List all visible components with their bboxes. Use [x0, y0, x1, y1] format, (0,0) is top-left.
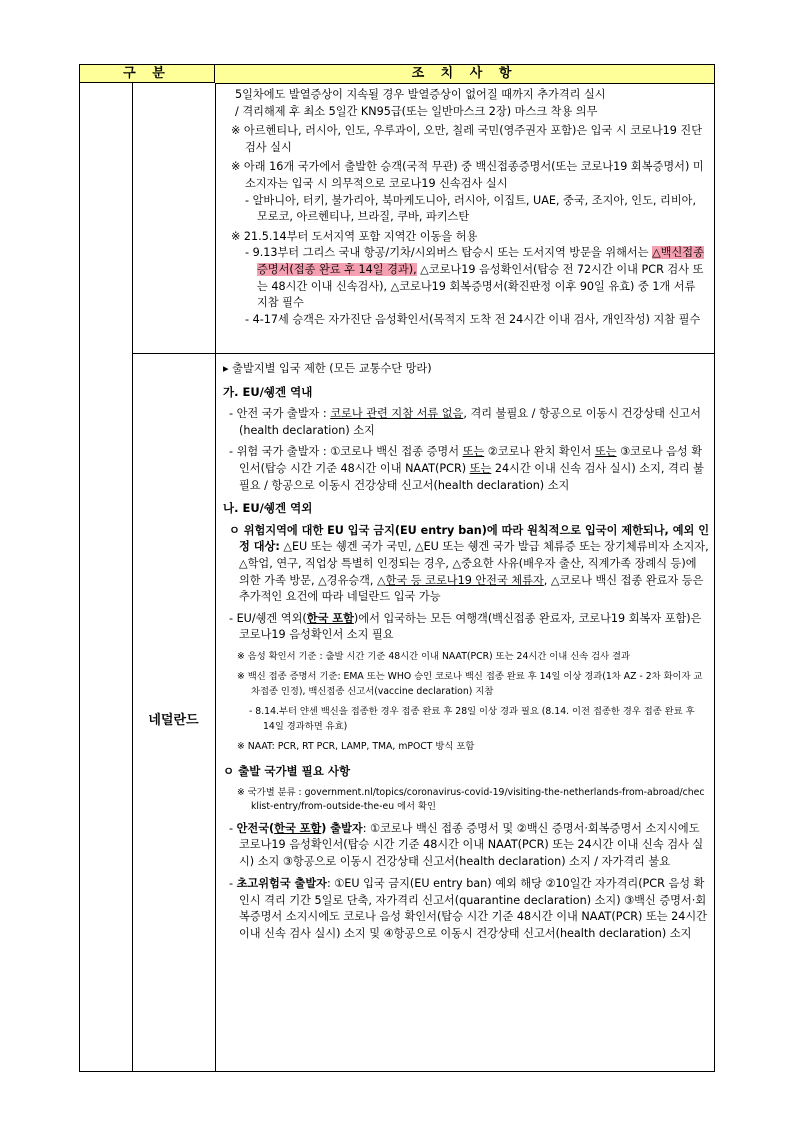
- safe-dep-b2: ) 출발자: [321, 821, 363, 835]
- netherlands-block: [223, 361, 709, 943]
- note-country-classification: ※ 국가별 분류 : government.nl/topics/coronavirus-covid-19/visiting-the-netherlands-from-abroad/checklist-entry/from-outside-the-eu 에서 확인: [237, 786, 705, 812]
- col-divider-inner: [215, 83, 216, 1071]
- note-testing: ※ 아르헨티나, 러시아, 인도, 우루과이, 오만, 칠레 국민(영주권자 포함)은 입국 시 코로나19 진단검사 실시: [231, 124, 703, 154]
- note-vaccine-criteria: ※ 백신 접종 증명서 기준: EMA 또는 WHO 승인 코로나 백신 접종 완료 후 14일 이상 경과(1차 AZ - 2차 화이자 교차접종 인정), 백신접종 신고서(vaccine declaration) 지참: [237, 671, 703, 697]
- country-list: - 알바니아, 터키, 불가리아, 북마케도니아, 러시아, 이집트, UAE, 중국, 조지아, 인도, 리비아, 모로코, 아르헨티나, 브라질, 쿠바, 파키스탄: [245, 193, 697, 224]
- top-block: [223, 87, 709, 328]
- entry-intro: ▸ 출발지별 입국 제한 (모든 교통수단 망라): [223, 362, 432, 375]
- safe-dep-korea: 한국 포함: [274, 821, 322, 835]
- measures-table: [79, 64, 715, 1072]
- top-line-2: / 격리해제 후 최소 5일간 KN95급(또는 일반마스크 2장) 마스크 착용 의무: [235, 104, 598, 118]
- note-16-countries: ※ 아래 16개 국가에서 출발한 승객(국적 무관) 중 백신접종증명서(또는 코로나19 회복증명서) 미소지자는 입국 시 의무적으로 코로나19 신속검사 실시: [231, 160, 704, 190]
- col-divider-outer: [132, 83, 133, 1071]
- row-divider: [132, 353, 714, 354]
- section-ga-title: 가. EU/쉥겐 역내: [223, 384, 313, 399]
- safe-dep-b1: 안전국(: [236, 821, 275, 835]
- note-naat: ※ NAAT: PCR, RT PCR, LAMP, TMA, mPOCT 방식 포함: [237, 741, 475, 753]
- korea-included: 한국 포함: [306, 611, 354, 625]
- safe-dep-post: : ①코로나 백신 접종 증명서 및 ②백신 증명서·회복증명서 소지시에도 코로나19 음성확인서(탑승 시간 기준 48시간 이내 NAAT(PCR) 또는 24시간 이내 신속 검사 실시) 소지 ③항공으로 이동시 건강상태 신고서(health declaration) 소지 / 자가격리 불요: [239, 821, 704, 868]
- note-janssen: - 8.14.부터 얀센 백신을 접종한 경우 접종 완료 후 28일 이상 경과 필요 (8.14. 이전 접종한 경우 접종 완료 후 14일 경과하면 유효): [249, 706, 695, 732]
- safe-rule-underline: 코로나 관련 지참 서류 없음: [330, 407, 464, 421]
- note-islands: ※ 21.5.14부터 도서지역 포함 지역간 이동을 허용: [231, 229, 478, 243]
- very-high-risk-departure: - 초고위험국 출발자: ①EU 입국 금지(EU entry ban) 예외 해당 ②10일간 자가격리(PCR 음성 확인시 격리 기간 5일로 단축, 자가격리 신고서(quarantine declaration) 소지) ③백신 증명서·회복증명서 소지시에도 코로나 음성 확인서(탑승 시간 기준 48시간 이내 NAAT(PCR) 또는 24시간 이내 신속 검사 실시) 소지 및 ④항공으로 이동시 건강상태 신고서(health declaration) 소지: [229, 877, 707, 941]
- note-test-criteria: ※ 음성 확인서 기준 : 출발 시간 기준 48시간 이내 NAAT(PCR) 또는 24시간 이내 신속 검사 결과: [237, 650, 631, 662]
- negative-test-required: [223, 611, 709, 644]
- neg-test-pre: - EU/쉥겐 역외(: [229, 611, 307, 625]
- risk-rule-end: 24시간 이내 신속 검사 실시) 소지, 격리 불필요 / 항공으로 이동시 건강상태 신고서(health declaration) 소지: [239, 461, 704, 492]
- greece-transport-rule: [223, 245, 709, 311]
- or-3: 또는: [469, 461, 492, 475]
- risk-rule-pre: - 위험 국가 출발자 : ①코로나 백신 접종 증명서: [229, 445, 463, 459]
- risk-country-rule: [223, 444, 709, 494]
- header-measures: 조 치 사 항: [215, 65, 714, 84]
- header-category: 구 분: [80, 65, 215, 83]
- entry-ban-exceptions: [223, 523, 709, 606]
- age-4-17-rule: - 4-17세 승객은 자가진단 음성확인서(목적지 도착 전 24시간 이내 검사, 개인작성) 지참 필수: [245, 312, 701, 326]
- or-1: 또는: [462, 445, 485, 459]
- exceptions-post: , △코로나 백신 접종 완료자 등은 추가적인 요건에 따라 네덜란드 입국 가능: [239, 573, 704, 604]
- top-line-1: 5일차에도 발열증상이 지속될 경우 발열증상이 없어질 때까지 추가격리 실시: [235, 88, 606, 101]
- country-netherlands: 네덜란드: [148, 713, 199, 728]
- high-risk-bold: 초고위험국 출발자: [236, 877, 327, 891]
- vaccine-cert-highlight: △백신접종 증명서(접종 완료 후 14일 경과),: [257, 246, 704, 276]
- high-risk-post: : ①EU 입국 금지(EU entry ban) 예외 해당 ②10일간 자가격리(PCR 음성 확인시 격리 기간 5일로 단축, 자가격리 신고서(quarantine declaration) 소지) ③백신 증명서·회복증명서 소지시에도 코로나 음성 확인서(탑승 시간 기준 48시간 이내 NAAT(PCR) 또는 24시간 이내 신속 검사 실시) 소지 및 ④항공으로 이동시 건강상태 신고서(health declaration) 소지: [239, 877, 707, 941]
- safe-rule-pre: - 안전 국가 출발자 :: [229, 407, 331, 421]
- safe-country-departure: - 안전국(한국 포함) 출발자: ①코로나 백신 접종 증명서 및 ②백신 증명서·회복증명서 소지시에도 코로나19 음성확인서(탑승 시간 기준 48시간 이내 NAAT(PCR) 또는 24시간 이내 신속 검사 실시) 소지 ③항공으로 이동시 건강상태 신고서(health declaration) 소지 / 자가격리 불요: [229, 821, 704, 868]
- exceptions-underline: 한국 등 코로나19 안전국 체류자: [385, 573, 544, 587]
- safe-country-rule: [223, 406, 709, 439]
- section-na-title: 나. EU/쉥겐 역외: [223, 501, 313, 516]
- safe-rule-post: , 격리 불필요 / 항공으로 이동시 건강상태 신고서(health declaration) 소지: [239, 407, 701, 437]
- neg-test-post: )에서 입국하는 모든 여행객(백신접종 완료자, 코로나19 회복자 포함)은 코로나19 음성확인서 소지 필요: [239, 611, 702, 642]
- risk-rule-post: ③코로나 음성 확인서(탑승 시간 기준 48시간 이내 NAAT(PCR): [239, 445, 703, 475]
- greece-rule-post: △코로나19 음성확인서(탑승 전 72시간 이내 PCR 검사 또는 48시간 이내 신속검사), △코로나19 회복증명서(확진판정 이후 90일 유효) 중 1개 서류 지참 필수: [257, 262, 704, 310]
- risk-rule-mid: ②코로나 완치 확인서: [484, 445, 595, 459]
- entry-ban-bold: ㅇ 위험지역에 대한 EU 입국 금지(EU entry ban)에 따라 원칙적으로 입국이 제한되나, 예외 인정 대상:: [229, 523, 710, 554]
- greece-rule-pre: - 9.13부터 그리스 국내 항공/기차/시외버스 탑승시 또는 도서지역 방문을 위해서는: [245, 246, 653, 260]
- exceptions-pre: △EU 또는 쉥겐 국가 국민, △EU 또는 쉥겐 국가 발급 체류증 또는 장기체류비자 소지자, △학업, 연구, 직업상 특별히 인정되는 경우, △중요한 사유(배우자 출산, 직계가족 장례식 등)에 의한 가족 방문, △경유승객, △: [239, 540, 709, 587]
- or-2: 또는: [594, 445, 617, 459]
- section-by-country-title: ㅇ 출발 국가별 필요 사항: [223, 763, 351, 778]
